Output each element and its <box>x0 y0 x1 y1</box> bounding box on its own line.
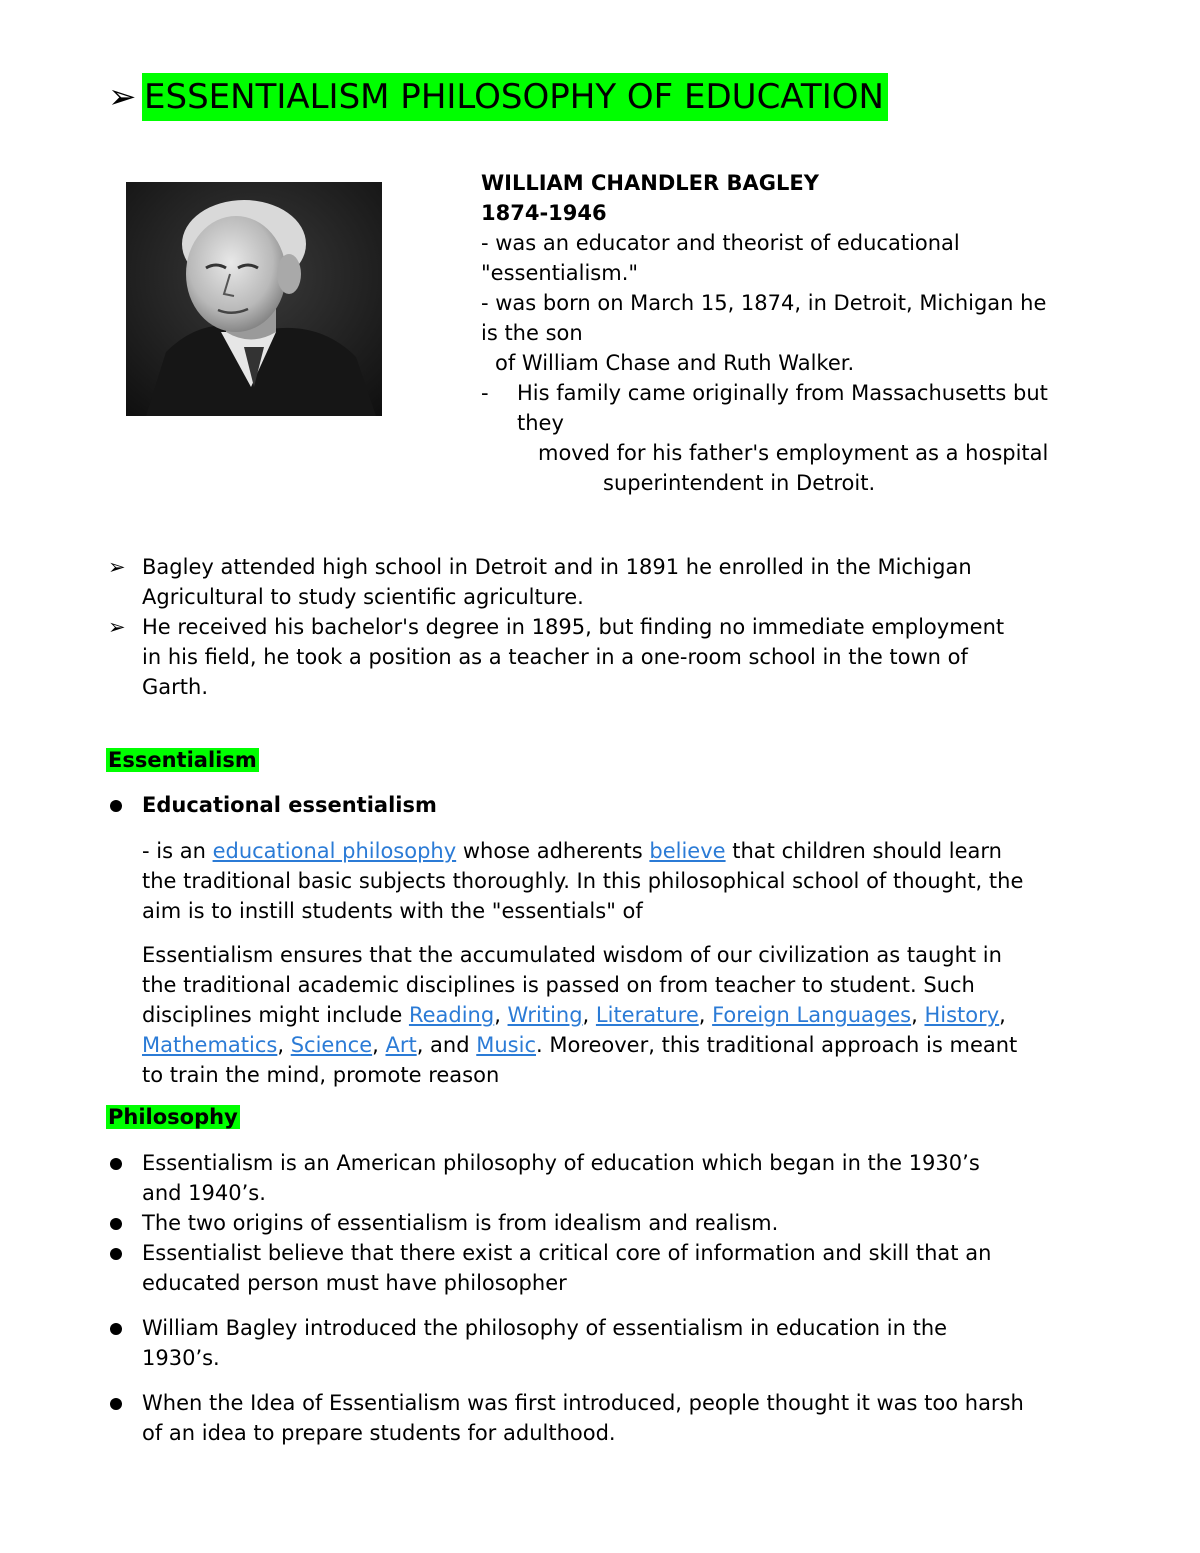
arrow-bullet-icon: ➢ <box>108 555 126 579</box>
portrait-photo <box>126 182 382 416</box>
list-item-line: The two origins of essentialism is from idealism and realism. <box>142 1211 779 1235</box>
link-mathematics[interactable]: Mathematics <box>142 1033 278 1057</box>
philosophy-list <box>108 1148 1148 1448</box>
list-item-line: and 1940’s. <box>142 1181 266 1205</box>
list-item <box>108 1313 1148 1373</box>
link-art[interactable]: Art <box>385 1033 417 1057</box>
text: , <box>372 1033 386 1057</box>
arrow-bullet-icon: ➢ <box>108 615 126 639</box>
paragraph-line <box>142 1030 1152 1060</box>
text: - is an <box>142 839 213 863</box>
list-item-line: of an idea to prepare students for adulthood. <box>142 1421 616 1445</box>
essentialism-paragraph-1 <box>142 836 1152 926</box>
link-music[interactable]: Music <box>476 1033 536 1057</box>
paragraph-line <box>142 836 1152 866</box>
text: , <box>911 1003 925 1027</box>
bio-line: is the son <box>481 321 583 345</box>
link-science[interactable]: Science <box>290 1033 373 1057</box>
list-item-line: Essentialist believe that there exist a critical core of information and skill that an <box>142 1241 992 1265</box>
list-item <box>108 790 1148 820</box>
text: disciplines might include <box>142 1003 409 1027</box>
list-item-line: Garth. <box>142 675 208 699</box>
text: , <box>494 1003 508 1027</box>
list-item <box>108 1148 1148 1208</box>
bullet-title: Educational essentialism <box>142 793 437 817</box>
bio-line: superintendent in Detroit. <box>603 471 876 495</box>
paragraph-line: aim is to instill students with the "essentials" of <box>142 899 643 923</box>
text: . Moreover, this traditional approach is meant <box>536 1033 1018 1057</box>
text: whose adherents <box>456 839 650 863</box>
text: , and <box>416 1033 477 1057</box>
bullet-dot-icon <box>108 1208 142 1238</box>
link-reading[interactable]: Reading <box>408 1003 495 1027</box>
list-item-line: Agricultural to study scientific agriculture. <box>142 585 584 609</box>
text: , <box>277 1033 291 1057</box>
essentialism-paragraph-2 <box>142 940 1152 1090</box>
link-history[interactable]: History <box>924 1003 1000 1027</box>
bio-line: His family came originally from Massachusetts but <box>517 381 1048 405</box>
paragraph-line: the traditional basic subjects thoroughly. In this philosophical school of thought, the <box>142 869 1024 893</box>
list-item-line: in his field, he took a position as a teacher in a one-room school in the town of <box>142 645 968 669</box>
bullet-dot-icon <box>108 1313 142 1373</box>
list-item-line: Essentialism is an American philosophy of education which began in the 1930’s <box>142 1151 980 1175</box>
text: , <box>582 1003 596 1027</box>
list-item-line: Bagley attended high school in Detroit and in 1891 he enrolled in the Michigan <box>142 555 972 579</box>
text: that children should learn <box>725 839 1002 863</box>
section-heading-essentialism: Essentialism <box>108 748 257 772</box>
bio-line: they <box>517 411 564 435</box>
link-believe[interactable]: believe <box>649 839 726 863</box>
bullet-dot-icon <box>108 790 142 820</box>
link-educational-philosophy[interactable]: educational philosophy <box>212 839 457 863</box>
arrow-bullet-icon: ➢ <box>108 77 137 117</box>
paragraph-line <box>142 1000 1152 1030</box>
paragraph-line: Essentialism ensures that the accumulated wisdom of our civilization as taught in <box>142 943 1002 967</box>
bio-line: "essentialism." <box>481 261 639 285</box>
bullet-dot-icon <box>108 1238 142 1298</box>
bio-dash-item <box>481 378 1141 408</box>
page-title: ESSENTIALISM PHILOSOPHY OF EDUCATION <box>142 73 888 121</box>
person-name: WILLIAM CHANDLER BAGLEY <box>481 171 819 195</box>
list-item <box>108 552 1148 612</box>
bio-line: of William Chase and Ruth Walker. <box>495 351 855 375</box>
dash-bullet: - <box>481 381 489 405</box>
list-item-line: He received his bachelor's degree in 1895, but finding no immediate employment <box>142 615 1005 639</box>
paragraph-line: to train the mind, promote reason <box>142 1063 500 1087</box>
link-literature[interactable]: Literature <box>595 1003 699 1027</box>
bullet-dot-icon <box>108 1388 142 1448</box>
link-writing[interactable]: Writing <box>507 1003 583 1027</box>
bullet-dot-icon <box>108 1148 142 1208</box>
section-heading-philosophy: Philosophy <box>108 1105 238 1129</box>
arrow-list <box>108 552 1148 702</box>
list-item <box>108 1238 1148 1298</box>
list-item-line: William Bagley introduced the philosophy of essentialism in education in the <box>142 1316 948 1340</box>
bio-line: moved for his father's employment as a hospital <box>538 441 1049 465</box>
link-foreign-languages[interactable]: Foreign Languages <box>712 1003 912 1027</box>
title-row <box>108 72 888 122</box>
bio-line: - was an educator and theorist of educational <box>481 231 960 255</box>
list-item <box>108 1208 1148 1238</box>
text: , <box>999 1003 1006 1027</box>
text: , <box>698 1003 713 1027</box>
list-item-line: When the Idea of Essentialism was first introduced, people thought it was too harsh <box>142 1391 1024 1415</box>
person-years: 1874-1946 <box>481 201 607 225</box>
list-item <box>108 612 1148 702</box>
paragraph-line: the traditional academic disciplines is passed on from teacher to student. Such <box>142 973 975 997</box>
list-item-line: educated person must have philosopher <box>142 1271 567 1295</box>
list-item <box>108 1388 1148 1448</box>
bio-block <box>481 168 1141 498</box>
list-item-line: 1930’s. <box>142 1346 220 1370</box>
bio-line: - was born on March 15, 1874, in Detroit, Michigan he <box>481 291 1047 315</box>
